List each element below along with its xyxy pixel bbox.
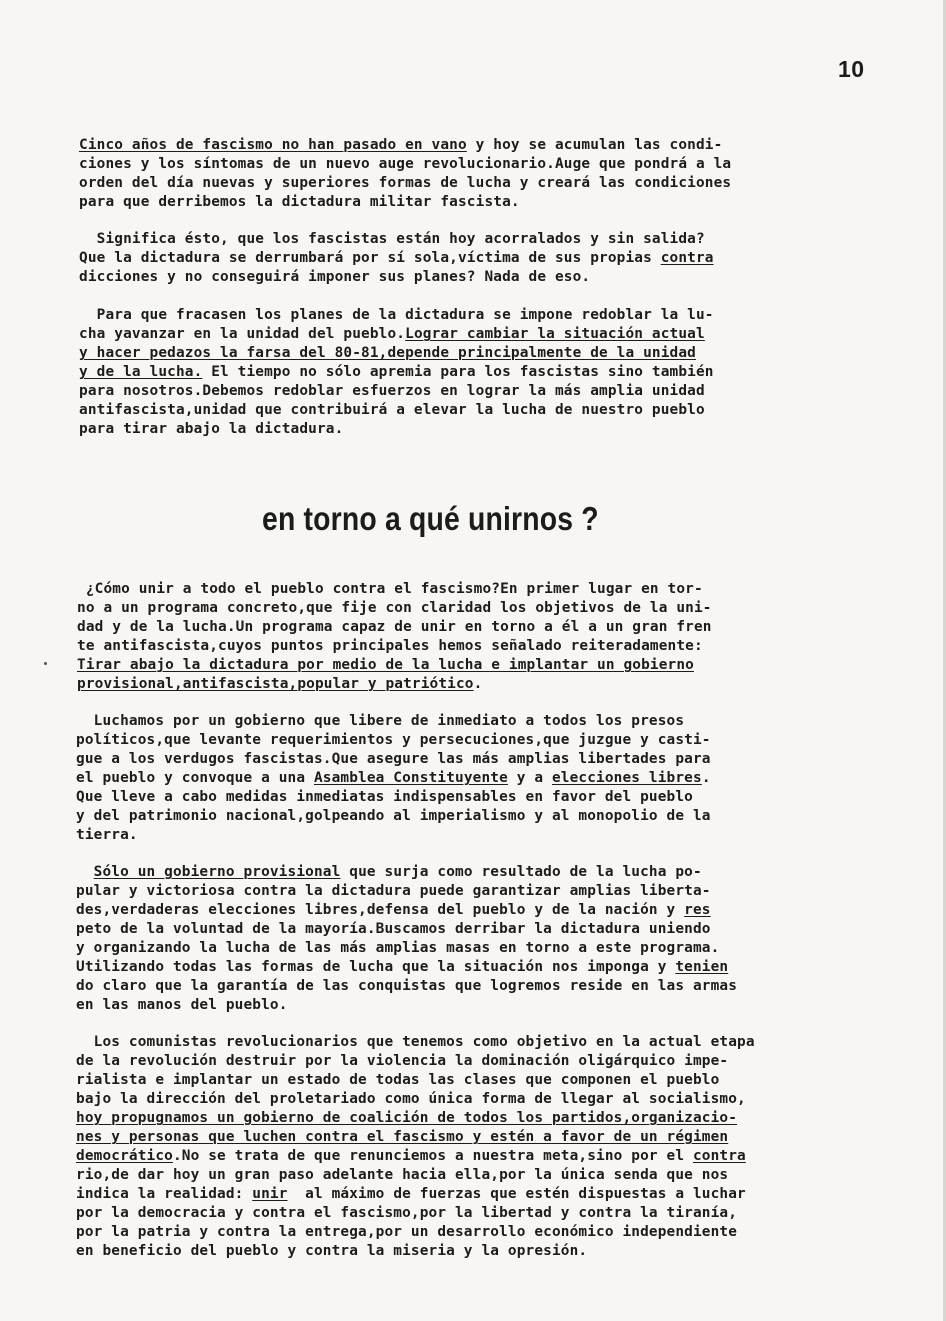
text-line (76, 1204, 755, 1223)
text-line (79, 136, 731, 155)
text-line (76, 731, 711, 750)
text-line (76, 1109, 755, 1128)
text-segment: rialista e implantar un estado de todas las clases que componen el pueblo (76, 1072, 720, 1088)
text-segment: Que la dictadura se derrumbará por sí sola,víctima de sus propias (79, 250, 661, 266)
text-line (79, 363, 714, 382)
text-segment: te antifascista,cuyos puntos principales hemos señalado reiteradamente: (77, 638, 703, 654)
text-line (76, 1090, 755, 1109)
underlined-text: nes y personas que luchen contra el fascismo y estén a favor de un régimen (76, 1129, 729, 1145)
text-line (76, 1128, 755, 1147)
text-segment: . (473, 676, 483, 692)
text-line (79, 306, 714, 325)
text-segment: por la patria y contra la entrega,por un desarrollo económico independiente (76, 1224, 738, 1240)
text-segment: en beneficio del pueblo y contra la miseria y la opresión. (76, 1243, 588, 1259)
text-segment: Para que fracasen los planes de la dictadura se impone redoblar la lu- (79, 307, 714, 323)
text-segment: para nosotros.Debemos redoblar esfuerzos en lograr la más amplia unidad (79, 383, 705, 399)
text-line (76, 712, 711, 731)
text-line (76, 788, 711, 807)
underlined-text: unir (252, 1186, 288, 1202)
text-line (76, 920, 737, 939)
text-segment: . (701, 770, 711, 786)
text-line (79, 325, 714, 344)
margin-mark (44, 662, 47, 665)
text-line (76, 996, 737, 1015)
text-line (76, 1242, 755, 1261)
text-line (79, 249, 714, 268)
text-segment: Los comunistas revolucionarios que tenemos como objetivo en la actual etapa (76, 1034, 755, 1050)
text-segment: Significa ésto, que los fascistas están hoy acorralados y sin salida? (79, 231, 705, 247)
underlined-text: tenien (675, 959, 729, 975)
text-line (77, 599, 712, 618)
text-line (76, 863, 737, 882)
paragraph-los-comunistas (76, 1033, 755, 1261)
text-segment: el pueblo y convoque a una (76, 770, 314, 786)
text-line (76, 1185, 755, 1204)
text-segment: .No se trata de que renunciemos a nuestra meta,sino por el (172, 1148, 693, 1164)
text-line (76, 769, 711, 788)
text-segment: do claro que la garantía de las conquistas que logremos reside en las armas (76, 978, 738, 994)
text-line (76, 958, 737, 977)
underlined-text: Lograr cambiar la situación actual (405, 326, 705, 342)
paragraph-como-unir (77, 580, 712, 694)
text-segment: dicciones y no conseguirá imponer sus planes? Nada de eso. (79, 269, 591, 285)
text-line (79, 420, 714, 439)
paragraph-significa-esto (79, 230, 714, 287)
underlined-text: Asamblea Constituyente (313, 770, 508, 786)
text-segment: y organizando la lucha de las más amplias masas en torno a este programa. (76, 940, 720, 956)
text-line (77, 580, 712, 599)
text-line (76, 826, 711, 845)
text-segment: en las manos del pueblo. (76, 997, 288, 1013)
text-segment: y a (507, 770, 552, 786)
text-segment: tierra. (76, 827, 138, 843)
underlined-text: Sólo un gobierno provisional (93, 864, 341, 880)
text-line (79, 174, 731, 193)
text-line (76, 939, 737, 958)
text-line (76, 1033, 755, 1052)
text-line (79, 344, 714, 363)
text-line (76, 882, 737, 901)
text-line (77, 656, 712, 675)
text-segment: no a un programa concreto,que fije con claridad los objetivos de la uni- (77, 600, 712, 616)
text-segment: rio,de dar hoy un gran paso adelante hacia ella,por la única senda que nos (76, 1167, 729, 1183)
text-segment: de la revolución destruir por la violencia la dominación oligárquico impe- (76, 1053, 729, 1069)
text-segment: cha yavanzar en la unidad del pueblo. (79, 326, 406, 342)
text-segment: políticos,que levante requerimientos y persecuciones,que juzgue y casti- (76, 732, 711, 748)
text-line (76, 1223, 755, 1242)
underlined-text: hoy propugnamos un gobierno de coalición de todos los partidos,organizacio- (76, 1110, 738, 1126)
text-line (76, 1071, 755, 1090)
text-line (77, 618, 712, 637)
underlined-text: democrático (76, 1148, 173, 1164)
paragraph-cinco-anos (79, 136, 731, 212)
text-segment: y hoy se acumulan las condi- (466, 137, 723, 153)
text-segment: por la democracia y contra el fascismo,por la libertad y contra la tiranía, (76, 1205, 738, 1221)
text-segment: bajo la dirección del proletariado como única forma de llegar al socialismo, (76, 1091, 746, 1107)
underlined-text: provisional,antifascista,popular y patriótico (77, 676, 474, 692)
text-segment: ¿Cómo unir a todo el pueblo contra el fascismo?En primer lugar en tor- (77, 581, 703, 597)
text-segment: para tirar abajo la dictadura. (79, 421, 344, 437)
text-line (77, 675, 712, 694)
text-segment: Utilizando todas las formas de lucha que la situación nos imponga y (76, 959, 676, 975)
text-line (79, 230, 714, 249)
text-line (76, 1166, 755, 1185)
text-line (77, 637, 712, 656)
text-line (79, 193, 731, 212)
underlined-text: contra (692, 1148, 746, 1164)
underlined-text: Cinco años de fascismo no han pasado en vano (79, 137, 467, 153)
text-segment: El tiempo no sólo apremia para los fascistas sino también (202, 364, 714, 380)
text-line (79, 382, 714, 401)
text-segment: al máximo de fuerzas que estén dispuestas a luchar (287, 1186, 746, 1202)
text-segment: que surja como resultado de la lucha po- (340, 864, 702, 880)
text-line (76, 807, 711, 826)
underlined-text: Tirar abajo la dictadura por medio de la lucha e implantar un gobierno (77, 657, 694, 673)
text-segment: dad y de la lucha.Un programa capaz de unir en torno a él a un gran fren (77, 619, 712, 635)
text-segment: para que derribemos la dictadura militar fascista. (79, 194, 520, 210)
text-segment: pular y victoriosa contra la dictadura puede garantizar amplias liberta- (76, 883, 711, 899)
text-segment: antifascista,unidad que contribuirá a elevar la lucha de nuestro pueblo (79, 402, 705, 418)
text-line (76, 1147, 755, 1166)
text-segment: indica la realidad: (76, 1186, 253, 1202)
underlined-text: elecciones libres (551, 770, 702, 786)
text-line (76, 750, 711, 769)
text-line (76, 1052, 755, 1071)
text-segment: peto de la voluntad de la mayoría.Buscamos derribar la dictadura uniendo (76, 921, 711, 937)
text-segment: y del patrimonio nacional,golpeando al imperialismo y al monopolio de la (76, 808, 711, 824)
text-segment: gue a los verdugos fascistas.Que asegure las más amplias libertades para (76, 751, 711, 767)
text-segment (76, 864, 94, 880)
text-line (79, 268, 714, 287)
underlined-text: y hacer pedazos la farsa del 80-81,depende principalmente de la unidad (79, 345, 696, 361)
text-segment: Que lleve a cabo medidas inmediatas indispensables en favor del pueblo (76, 789, 693, 805)
text-line (76, 977, 737, 996)
text-segment: Luchamos por un gobierno que libere de inmediato a todos los presos (76, 713, 685, 729)
text-line (76, 901, 737, 920)
paragraph-solo-un-gobierno (76, 863, 737, 1015)
paragraph-luchamos (76, 712, 711, 845)
underlined-text: res (684, 902, 711, 918)
paragraph-para-que-fracasen (79, 306, 714, 439)
text-segment: des,verdaderas elecciones libres,defensa del pueblo y de la nación y (76, 902, 685, 918)
text-segment: ciones y los síntomas de un nuevo auge revolucionario.Auge que pondrá a la (79, 156, 732, 172)
text-line (79, 401, 714, 420)
underlined-text: y de la lucha. (79, 364, 203, 380)
section-heading: en torno a qué unirnos ? (262, 500, 599, 537)
text-segment: orden del día nuevas y superiores formas de lucha y creará las condiciones (79, 175, 732, 191)
page-number: 10 (838, 56, 865, 82)
text-line (79, 155, 731, 174)
underlined-text: contra (660, 250, 714, 266)
